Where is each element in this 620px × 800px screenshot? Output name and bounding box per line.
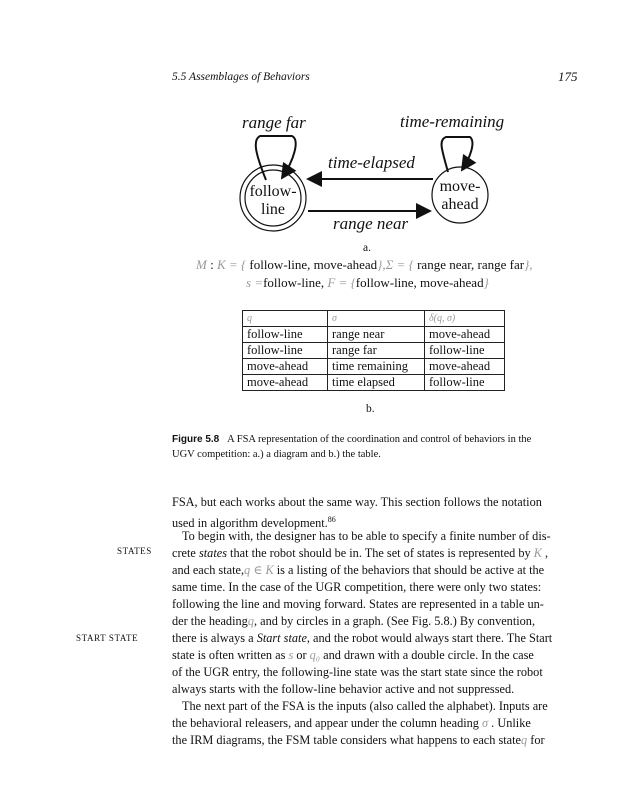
formula-line-1: M : K = { follow-line, move-ahead},Σ = { range near, range far}, [196,257,533,272]
body-line-2: used in algorithm development.$^{86}$ [172,515,336,531]
symbol-M: M [196,257,207,272]
symbol-s: s [246,275,252,290]
body-line-13: The next part of the FSA is the inputs (also called the alphabet). Inputs are [182,699,548,713]
figure-caption: Figure 5.8 A FSA representation of the coordination and control of behaviors in the UGV competition: a.) a diagram and b.) the table. [172,434,532,460]
symbol-K: K [216,257,226,272]
body-line-5: and each state,q ∈ K is a listing of the behaviors that should be active at the [172,563,545,577]
table-cell: move-ahead [425,359,505,375]
fsa-diagram [230,100,530,245]
table-cell: range near [328,327,425,343]
table-header-row [243,311,505,327]
table-cell: follow-line [243,343,328,359]
table-cell: follow-line [425,375,505,391]
table-cell: time elapsed [328,375,425,391]
body-line-6: same time. In the case of the UGR competition, there were only two states: [172,580,542,594]
table-row [243,359,505,375]
table-header-sigma: σ [328,311,425,327]
table-cell: time remaining [328,359,425,375]
subfigure-label-b: b. [366,403,375,415]
label-time-elapsed: time-elapsed [328,153,415,172]
symbol-q: q [247,614,254,628]
body-line-4: crete states that the robot should be in. The set of states is represented by K , [172,546,549,560]
table-row [243,375,505,391]
body-line-7: following the line and moving forward. States are represented in a table un- [172,597,544,611]
body-line-12: always starts with the follow-line behavior active and not suppressed. [172,682,515,696]
body-line-8: der the headingq, and by circles in a graph. (See Fig. 5.8.) By convention, [172,614,536,628]
body-line-3: To begin with, the designer has to be able to specify a finite number of dis- [182,529,551,543]
symbol-s: s [288,648,294,662]
state-move-ahead-text-2: ahead [441,196,479,213]
symbol-q0: q₀ [309,648,321,662]
transition-table [242,310,505,391]
symbol-q: q [521,733,528,747]
state-follow-line-text-2: line [261,201,285,218]
state-follow-line-text-1: follow- [249,183,297,200]
table-cell: range far [328,343,425,359]
body-line-9: there is always a Start state, and the robot would always start there. The Start [172,631,553,645]
symbol-q-in-K: q ∈ K [244,563,274,577]
symbol-sigma: Σ [385,257,394,272]
label-range-far: range far [242,113,306,132]
symbol-sigma: σ [482,716,489,730]
table-header-q: q [243,311,328,327]
body-line-1: FSA, but each works about the same way. This section follows the notation [172,495,542,509]
subfigure-label-a: a. [363,242,371,254]
body-line-14: the behavioral releasers, and appear under the column heading σ . Unlike [172,716,531,730]
self-loop-left [256,136,296,180]
table-cell: follow-line [425,343,505,359]
margin-note-states: STATES [117,546,152,556]
table-cell: move-ahead [243,359,328,375]
page-number: 175 [558,69,578,84]
state-move-ahead-text-1: move- [439,178,481,195]
table-row [243,343,505,359]
state-move-ahead [432,167,488,223]
table-cell: move-ahead [425,327,505,343]
table-row [243,327,505,343]
label-time-remaining: time-remaining [400,112,505,131]
symbol-F: F [327,275,336,290]
label-range-near: range near [333,214,409,233]
symbol-K: K [533,546,542,560]
margin-note-start-state: START STATE [76,633,139,643]
figure-label: Figure 5.8 [172,434,220,445]
footnote-ref: 86 [327,515,336,524]
body-line-10: state is often written as s or q₀ and drawn with a double circle. In the case [172,648,534,662]
table-cell: follow-line [243,327,328,343]
table-header-delta: δ(q, σ) [425,311,505,327]
body-line-11: of the UGR entry, the following-line state was the start state since the robot [172,665,543,679]
running-header-section: 5.5 Assemblages of Behaviors [172,71,310,83]
formula-line-2: s =follow-line, F = {follow-line, move-ahead} [246,275,489,290]
table-cell: move-ahead [243,375,328,391]
body-line-15: the IRM diagrams, the FSM table considers what happens to each stateq for [172,733,545,747]
